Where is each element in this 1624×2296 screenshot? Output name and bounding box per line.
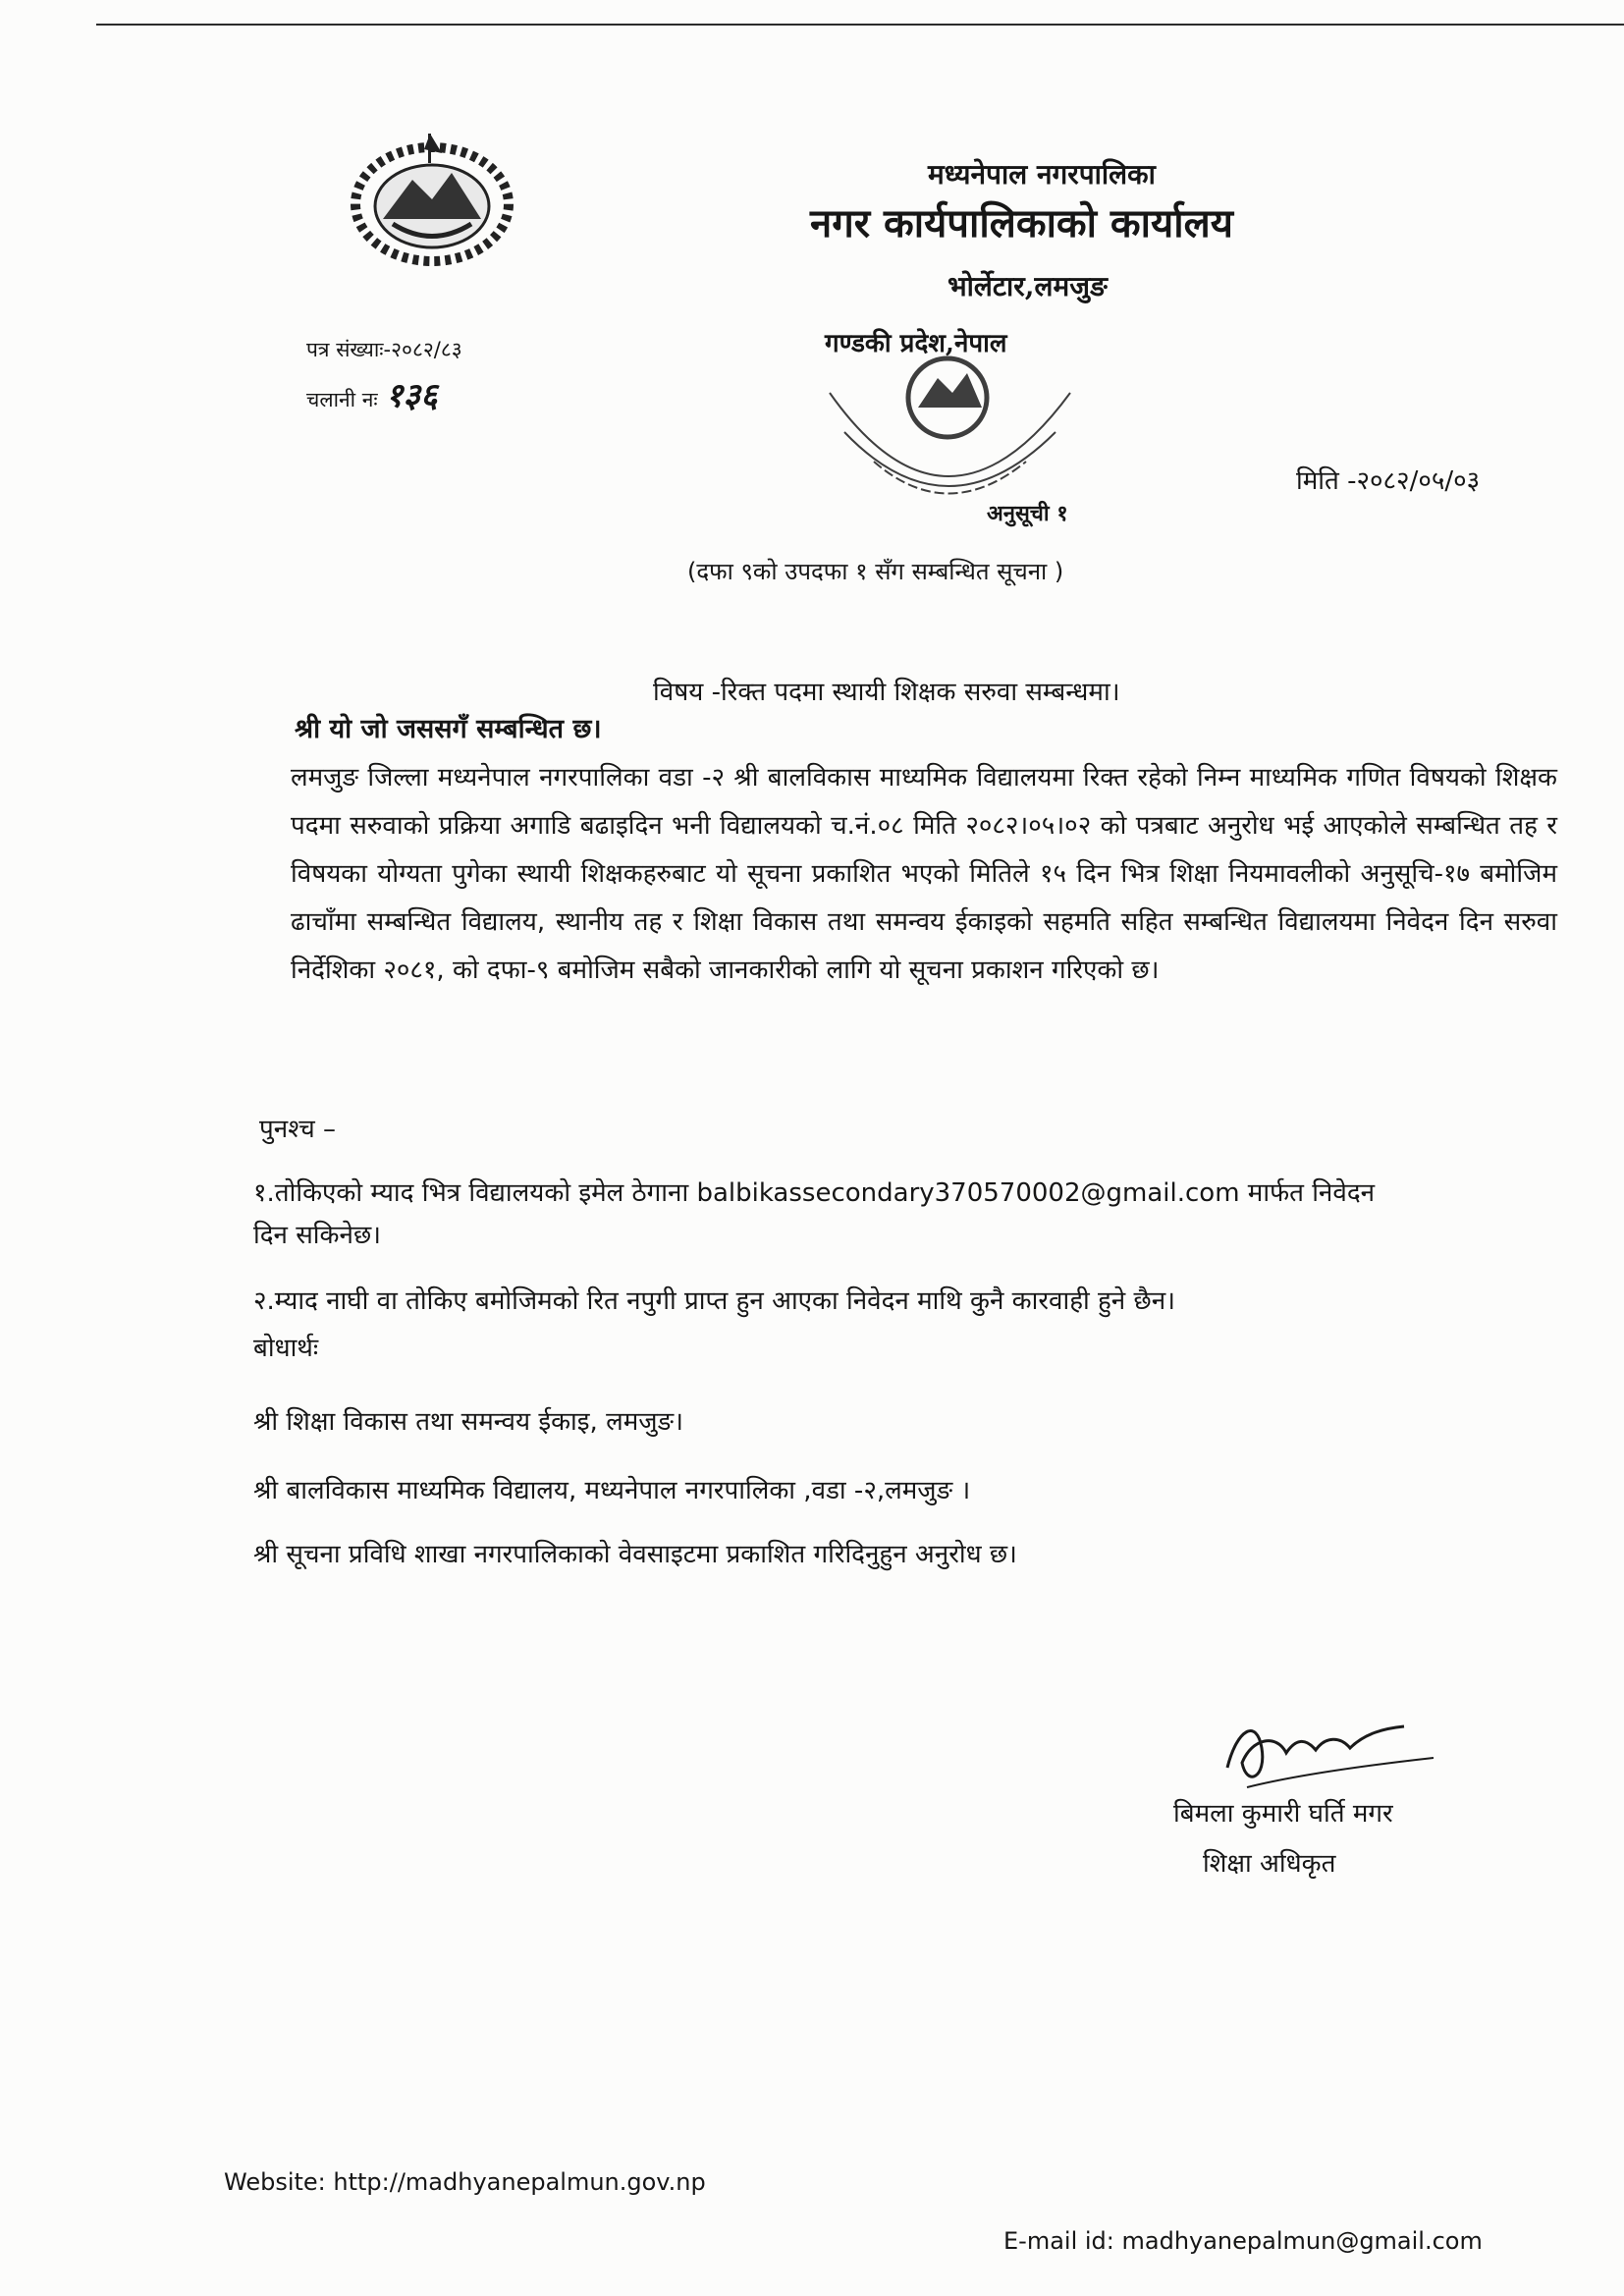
office-address: भोर्लेटार,लमजुङ bbox=[947, 270, 1108, 302]
dispatch-label: चलानी नः bbox=[306, 388, 378, 411]
top-rule bbox=[96, 24, 1624, 26]
dispatch-value: १३६ bbox=[385, 376, 438, 415]
footer-website[interactable]: Website: http://madhyanepalmun.gov.np bbox=[224, 2168, 706, 2196]
letter-number: पत्र संख्याः-२०८२/८३ bbox=[306, 338, 462, 361]
postscript-point-2: २.म्याद नाघी वा तोकिए बमोजिमको रित नपुगी प्राप्त हुन आएका निवेदन माथि कुनै कारवाही हुने छैन। bbox=[253, 1286, 1176, 1316]
dispatch-number bbox=[306, 371, 438, 416]
copies-label: बोधार्थः bbox=[253, 1334, 319, 1363]
postscript-point-1: १.तोकिएको म्याद भित्र विद्यालयको इमेल ठेगाना balbikassecondary370570002@gmail.com मार्फत निवेदन bbox=[253, 1178, 1376, 1208]
footer-email[interactable]: E-mail id: madhyanepalmun@gmail.com bbox=[1003, 2227, 1483, 2255]
letter-date: मिति -२०८२/०५/०३ bbox=[1296, 466, 1481, 496]
letter-addressee: श्री यो जो जससगँ सम्बन्धित छ। bbox=[295, 714, 602, 744]
signatory-title: शिक्षा अधिकृत bbox=[1203, 1849, 1336, 1879]
signatory-name: बिमला कुमारी घर्ति मगर bbox=[1173, 1799, 1393, 1829]
signature-icon bbox=[1208, 1709, 1453, 1797]
copy-recipient-1: श्री शिक्षा विकास तथा समन्वय ईकाइ, लमजुङ। bbox=[253, 1407, 683, 1437]
province-name: गण्डकी प्रदेश,नेपाल bbox=[825, 329, 1007, 358]
office-name: नगर कार्यपालिकाको कार्यालय bbox=[810, 200, 1233, 246]
nepal-emblem-icon bbox=[334, 126, 530, 273]
copy-recipient-2: श्री बालविकास माध्यमिक विद्यालय, मध्यनेपाल नगरपालिका ,वडा -२,लमजुङ । bbox=[253, 1476, 971, 1505]
letter-subject: विषय -रिक्त पदमा स्थायी शिक्षक सरुवा सम्बन्धमा। bbox=[653, 678, 1120, 707]
postscript-label: पुनश्च – bbox=[259, 1115, 337, 1144]
annex-subtitle: (दफा ९को उपदफा १ सँग सम्बन्धित सूचना ) bbox=[687, 558, 1064, 585]
annex-title: अनुसूची १ bbox=[987, 502, 1068, 526]
copy-recipient-3: श्री सूचना प्रविधि शाखा नगरपालिकाको वेवसाइटमा प्रकाशित गरिदिनुहुन अनुरोध छ। bbox=[253, 1540, 1017, 1569]
municipality-name: मध्यनेपाल नगरपालिका bbox=[928, 158, 1156, 191]
letter-body: लमजुङ जिल्ला मध्यनेपाल नगरपालिका वडा -२ श्री बालविकास माध्यमिक विद्यालयमा रिक्त रहेको निम्न माध्यमिक गणित विषयको शिक्षक पदमा सरुवाको प्रक्रिया अगाडि बढाइदिन भनी विद्यालयको च.नं.०८ मिति २०८२।०५।०२ को पत्रबाट अनुरोध भई आएकोले सम्बन्धित तह र विषयका योग्यता पुगेका स्थायी शिक्षकहरुबाट यो सूचना प्रकाशित भएको मितिले १५ दिन भित्र शिक्षा नियमावलीको अनुसूचि-१७ बमोजिम ढाचाँमा सम्बन्धित विद्यालय, स्थानीय तह र शिक्षा विकास तथा समन्वय ईकाइको सहमति सहित सम्बन्धित विद्यालयमा निवेदन दिन सरुवा निर्देशिका २०८१, को दफा-९ बमोजिम सबैको जानकारीको लागि यो सूचना प्रकाशन गरिएको छ। bbox=[291, 763, 1557, 985]
postscript-point-1-cont: दिन सकिनेछ। bbox=[253, 1221, 382, 1250]
